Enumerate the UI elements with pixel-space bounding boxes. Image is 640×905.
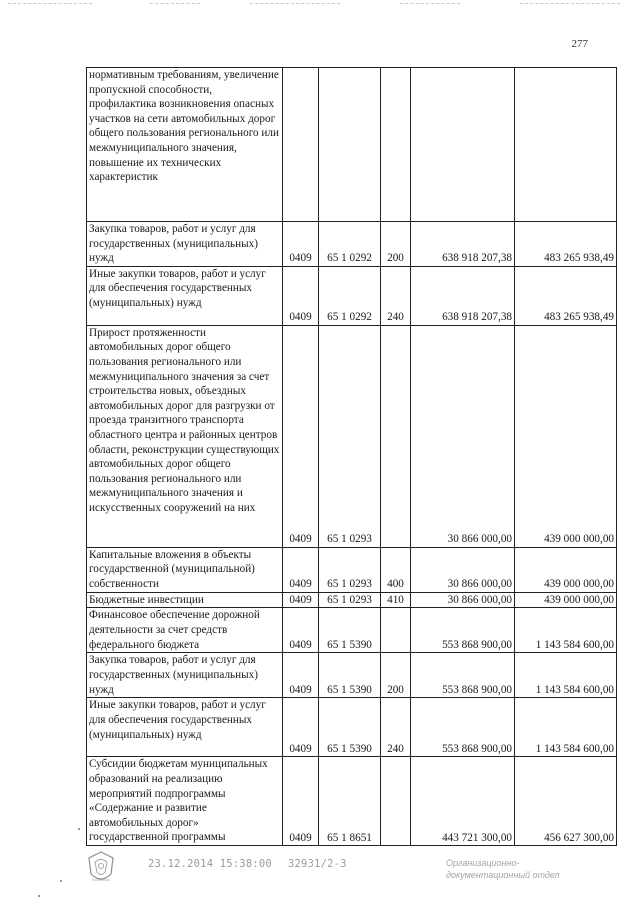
row-amount-year1: 30 866 000,00 xyxy=(411,325,515,547)
row-amount-year2: 439 000 000,00 xyxy=(515,547,617,592)
row-description: Капитальные вложения в объекты государственной (муниципальной) собственности xyxy=(87,547,283,592)
row-article: 65 1 5390 xyxy=(319,653,381,698)
row-amount-year2: 1 143 584 600,00 xyxy=(515,653,617,698)
stamp-line: Организационно- xyxy=(446,858,520,868)
coat-of-arms-seal-icon xyxy=(86,850,116,886)
row-expense-type: 200 xyxy=(381,222,411,267)
row-description: Прирост протяженности автомобильных дорог общего пользования регионального или межмуниципального значения за счет строительства новых, объездных автомобильных дорог для разгрузки от проезда транзитного транспорта областного центра и районных центров области, реконструкции существующих автомобильных дорог общего пользования регионального или межмуниципального значения и искусственных сооружений на них xyxy=(87,325,283,547)
scan-edge-mark xyxy=(150,3,200,4)
row-description: Иные закупки товаров, работ и услуг для обеспечения государственных (муниципальных) нужд xyxy=(87,698,283,757)
scan-speck xyxy=(38,895,40,897)
row-section: 0409 xyxy=(283,653,319,698)
row-expense-type: 410 xyxy=(381,592,411,608)
scan-edge-mark xyxy=(8,3,92,4)
row-section: 0409 xyxy=(283,222,319,267)
row-description: Иные закупки товаров, работ и услуг для обеспечения государственных (муниципальных) нужд xyxy=(87,266,283,325)
scan-speck xyxy=(60,880,62,882)
department-stamp xyxy=(446,857,566,881)
row-description: Финансовое обеспечение дорожной деятельности за счет средств федерального бюджета xyxy=(87,608,283,653)
row-section: 0409 xyxy=(283,266,319,325)
row-amount-year1: 553 868 900,00 xyxy=(411,698,515,757)
table-row xyxy=(87,547,617,592)
row-amount-year2: 483 265 938,49 xyxy=(515,222,617,267)
row-amount-year2: 483 265 938,49 xyxy=(515,266,617,325)
footer-timestamp: 23.12.2014 15:38:00 xyxy=(148,858,272,870)
row-amount-year1: 638 918 207,38 xyxy=(411,222,515,267)
row-amount-year2: 1 143 584 600,00 xyxy=(515,698,617,757)
row-expense-type xyxy=(381,325,411,547)
row-amount-year2: 456 627 300,00 xyxy=(515,757,617,846)
table-row xyxy=(87,266,617,325)
row-article: 65 1 0293 xyxy=(319,592,381,608)
footer-document-number: 32931/2-3 xyxy=(288,858,347,870)
row-amount-year2: 439 000 000,00 xyxy=(515,325,617,547)
table-row xyxy=(87,68,617,222)
row-article xyxy=(319,68,381,222)
row-expense-type: 200 xyxy=(381,653,411,698)
row-description: Субсидии бюджетам муниципальных образований на реализацию мероприятий подпрограммы «Содержание и развитие автомобильных дорог» государственной программы xyxy=(87,757,283,846)
table-row xyxy=(87,608,617,653)
row-section: 0409 xyxy=(283,757,319,846)
table-row xyxy=(87,325,617,547)
row-article: 65 1 0293 xyxy=(319,547,381,592)
row-amount-year1 xyxy=(411,68,515,222)
row-expense-type: 240 xyxy=(381,698,411,757)
row-expense-type: 400 xyxy=(381,547,411,592)
row-expense-type: 240 xyxy=(381,266,411,325)
row-description: Закупка товаров, работ и услуг для государственных (муниципальных) нужд xyxy=(87,653,283,698)
table-row xyxy=(87,222,617,267)
row-article: 65 1 0293 xyxy=(319,325,381,547)
row-expense-type xyxy=(381,757,411,846)
row-description: нормативным требованиям, увеличение пропускной способности, профилактика возникновения опасных участков на сети автомобильных дорог общего пользования регионального или межмуниципального значения, повышение их технических характеристик xyxy=(87,68,283,222)
scan-speck xyxy=(78,828,80,830)
row-article: 65 1 5390 xyxy=(319,698,381,757)
row-description: Закупка товаров, работ и услуг для государственных (муниципальных) нужд xyxy=(87,222,283,267)
row-article: 65 1 0292 xyxy=(319,222,381,267)
table-row xyxy=(87,698,617,757)
row-article: 65 1 5390 xyxy=(319,608,381,653)
budget-table xyxy=(86,67,617,846)
row-section: 0409 xyxy=(283,547,319,592)
row-section: 0409 xyxy=(283,325,319,547)
page-number: 277 xyxy=(571,38,588,50)
row-amount-year1: 553 868 900,00 xyxy=(411,608,515,653)
row-article: 65 1 8651 xyxy=(319,757,381,846)
row-description: Бюджетные инвестиции xyxy=(87,592,283,608)
row-amount-year2: 439 000 000,00 xyxy=(515,592,617,608)
row-expense-type xyxy=(381,608,411,653)
scan-edge-mark xyxy=(520,3,620,4)
table-row xyxy=(87,592,617,608)
row-expense-type xyxy=(381,68,411,222)
table-row xyxy=(87,757,617,846)
row-article: 65 1 0292 xyxy=(319,266,381,325)
row-amount-year1: 553 868 900,00 xyxy=(411,653,515,698)
row-section: 0409 xyxy=(283,608,319,653)
scan-edge-mark xyxy=(250,3,340,4)
row-section: 0409 xyxy=(283,592,319,608)
row-amount-year2 xyxy=(515,68,617,222)
row-amount-year1: 638 918 207,38 xyxy=(411,266,515,325)
stamp-line: документационный отдел xyxy=(446,870,560,880)
row-section xyxy=(283,68,319,222)
row-amount-year1: 30 866 000,00 xyxy=(411,547,515,592)
table-row xyxy=(87,653,617,698)
row-amount-year1: 30 866 000,00 xyxy=(411,592,515,608)
scan-edge-mark xyxy=(400,3,460,4)
row-amount-year1: 443 721 300,00 xyxy=(411,757,515,846)
row-section: 0409 xyxy=(283,698,319,757)
row-amount-year2: 1 143 584 600,00 xyxy=(515,608,617,653)
